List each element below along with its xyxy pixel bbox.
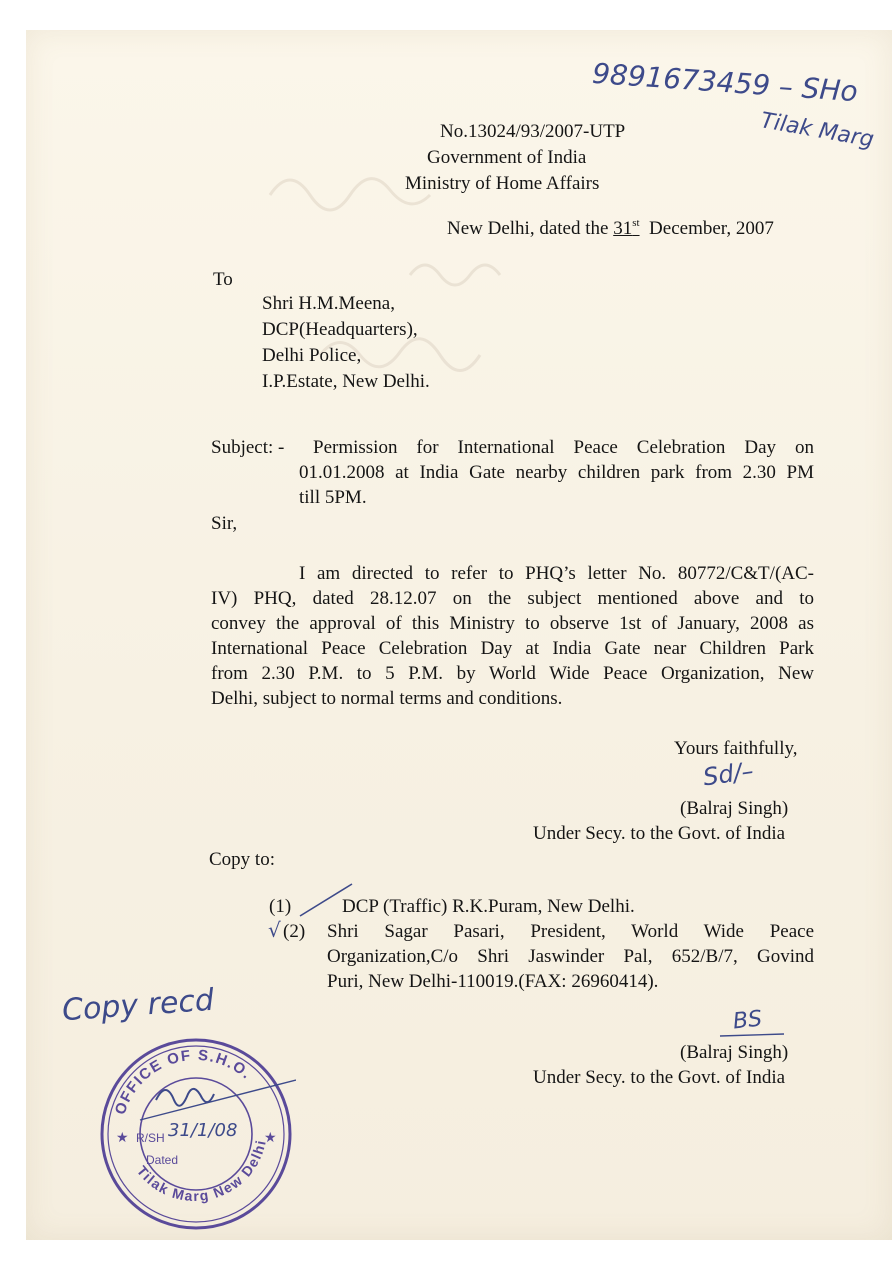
- stamp-bottom-text: Tilak Marg New Delhi: [133, 1137, 269, 1205]
- body-line: convey the approval of this Ministry to observe 1st of January, 2008 as: [211, 613, 814, 634]
- handwritten-phone-note: 9891673459 – SHo: [591, 56, 859, 109]
- date-line: [447, 217, 774, 241]
- stamp-receipt-no: R/SH: [136, 1131, 165, 1145]
- stamp-signature-line: [140, 1080, 296, 1120]
- address-line: Delhi Police,: [262, 345, 362, 366]
- closing: Yours faithfully,: [674, 738, 798, 759]
- copy-to-label: Copy to:: [209, 849, 275, 870]
- copy-item-number: (2): [283, 921, 306, 942]
- signature-underline: [718, 1028, 788, 1042]
- date-month-year: December, 2007: [649, 218, 774, 239]
- body-line: I am directed to refer to PHQ’s letter No. 80772/C&T/(AC-: [299, 563, 814, 584]
- address-line: Shri H.M.Meena,: [262, 293, 395, 314]
- salutation: Sir,: [211, 513, 238, 534]
- copy-item-line: DCP (Traffic) R.K.Puram, New Delhi.: [342, 896, 635, 917]
- subject-label: Subject: -: [211, 437, 285, 458]
- copy-item-line: Shri Sagar Pasari, President, World Wide Peace: [327, 921, 814, 942]
- stamp-star: ★: [116, 1131, 129, 1146]
- copy-item-line: Organization,C/o Shri Jaswinder Pal, 652/B/7, Govind: [327, 946, 814, 967]
- tick-mark: [296, 880, 356, 920]
- stamp-dated-label: Dated: [146, 1153, 179, 1167]
- date-day: 31st: [613, 217, 640, 239]
- address-line: I.P.Estate, New Delhi.: [262, 371, 430, 392]
- signature-sd: Sd/–: [701, 756, 756, 792]
- body-line: Delhi, subject to normal terms and conditions.: [211, 688, 563, 709]
- body-line: IV) PHQ, dated 28.12.07 on the subject mentioned above and to: [211, 588, 814, 609]
- government-name: Government of India: [427, 147, 587, 168]
- reference-number: No.13024/93/2007-UTP: [440, 121, 626, 142]
- address-line: DCP(Headquarters),: [262, 319, 418, 340]
- signatory-name: (Balraj Singh): [680, 798, 789, 819]
- handwritten-place-note: Tilak Marg: [758, 108, 876, 153]
- subject-line: Permission for International Peace Celebration Day on: [313, 437, 814, 458]
- signatory-designation: Under Secy. to the Govt. of India: [533, 823, 786, 844]
- subject-line: till 5PM.: [299, 487, 367, 508]
- body-line: from 2.30 P.M. to 5 P.M. by World Wide Peace Organization, New: [211, 663, 814, 684]
- stamp-hand-date: 31/1/08: [168, 1120, 238, 1141]
- handwritten-copy-note: Copy recd: [60, 982, 216, 1029]
- office-stamp: [96, 1030, 296, 1230]
- date-prefix: New Delhi, dated the: [447, 218, 609, 239]
- signature-initials: BS: [731, 1006, 764, 1035]
- to-label: To: [213, 269, 233, 290]
- copy-item-number: (1): [269, 896, 292, 917]
- signatory2-designation: Under Secy. to the Govt. of India: [533, 1067, 786, 1088]
- tick-mark-2: √: [268, 918, 281, 942]
- stamp-top-text: OFFICE OF S.H.O.: [111, 1046, 256, 1117]
- ministry-name: Ministry of Home Affairs: [405, 173, 600, 194]
- stamp-star: ★: [264, 1131, 277, 1146]
- copy-item-line: Puri, New Delhi-110019.(FAX: 26960414).: [327, 971, 659, 992]
- body-line: International Peace Celebration Day at India Gate near Children Park: [211, 638, 814, 659]
- signatory2-name: (Balraj Singh): [680, 1042, 789, 1063]
- subject-line: 01.01.2008 at India Gate nearby children park from 2.30 PM: [299, 462, 814, 483]
- date-ordinal: st: [632, 217, 640, 229]
